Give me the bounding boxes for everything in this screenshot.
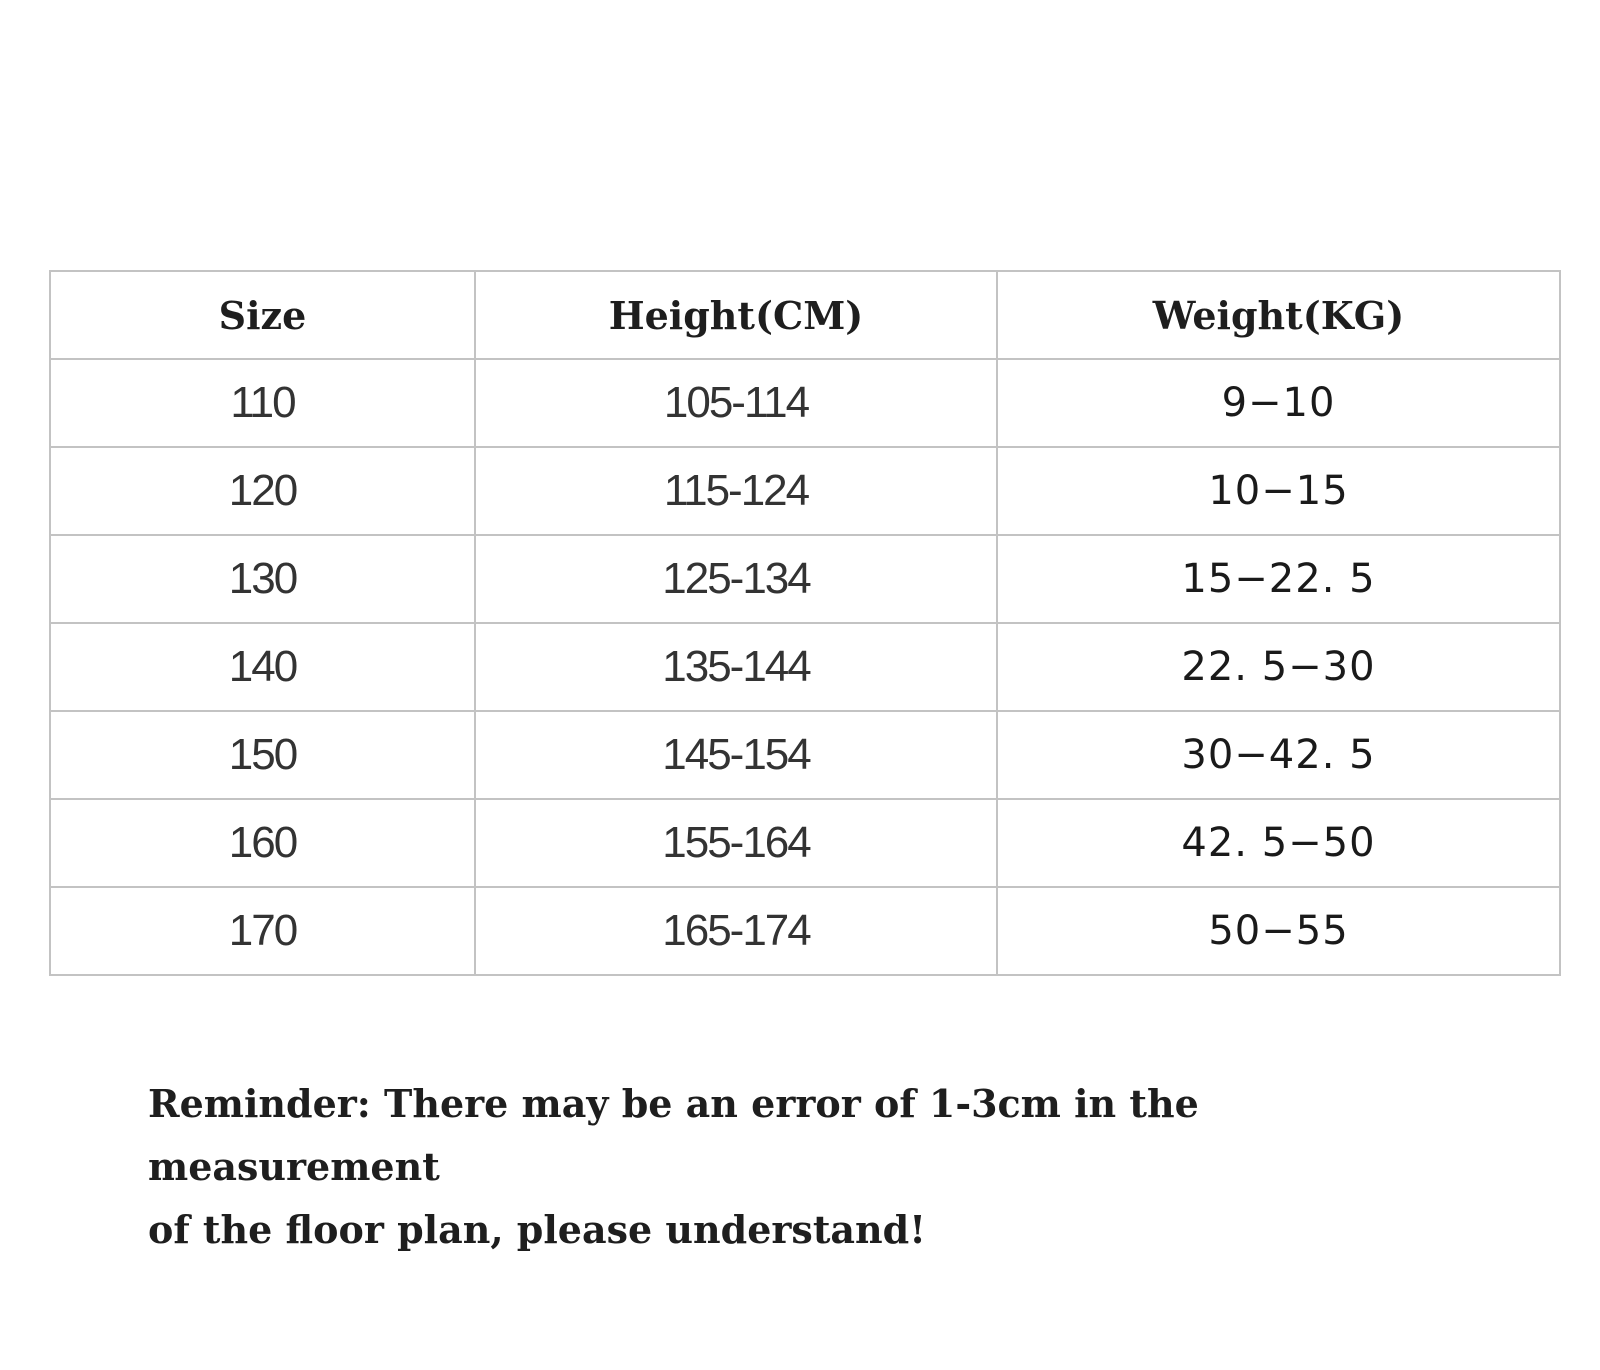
height-cell: 105-114 [475,359,997,447]
weight-cell: 30−42. 5 [997,711,1560,799]
weight-cell: 42. 5−50 [997,799,1560,887]
table-row [50,623,1560,711]
table-header-row [50,271,1560,359]
height-cell: 125-134 [475,535,997,623]
header-height: Height(CM) [475,271,997,359]
weight-cell: 22. 5−30 [997,623,1560,711]
table-row [50,535,1560,623]
weight-cell: 10−15 [997,447,1560,535]
height-cell: 135-144 [475,623,997,711]
table-row [50,799,1560,887]
table-row [50,359,1560,447]
table-row [50,711,1560,799]
height-cell: 165-174 [475,887,997,975]
table-row [50,887,1560,975]
size-cell: 150 [50,711,475,799]
header-size: Size [50,271,475,359]
header-weight: Weight(KG) [997,271,1560,359]
reminder-line-1: Reminder: There may be an error of 1-3cm in the measurement [148,1081,1199,1189]
size-cell: 110 [50,359,475,447]
height-cell: 155-164 [475,799,997,887]
height-cell: 115-124 [475,447,997,535]
table-row [50,447,1560,535]
reminder-line-2: of the floor plan, please understand! [148,1207,926,1252]
size-cell: 120 [50,447,475,535]
weight-cell: 9−10 [997,359,1560,447]
weight-cell: 50−55 [997,887,1560,975]
size-chart-table [49,270,1561,976]
size-cell: 140 [50,623,475,711]
size-cell: 170 [50,887,475,975]
height-cell: 145-154 [475,711,997,799]
size-cell: 130 [50,535,475,623]
weight-cell: 15−22. 5 [997,535,1560,623]
size-cell: 160 [50,799,475,887]
measurement-reminder [148,1072,1488,1261]
